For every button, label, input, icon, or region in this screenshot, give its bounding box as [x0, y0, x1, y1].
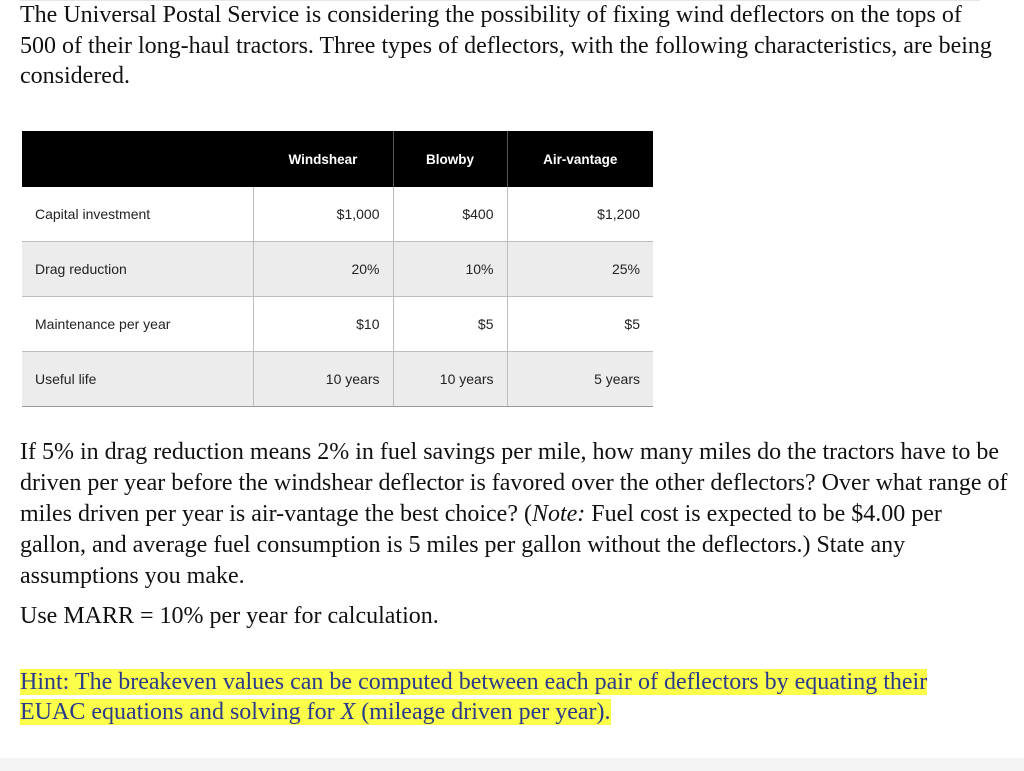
- table-cell: 10 years: [253, 352, 393, 407]
- intro-paragraph: The Universal Postal Service is considering the possibility of fixing wind deflectors on the tops of 500 of their long-haul tractors. Three types of deflectors, with the following characteristics, are being considered.: [20, 2, 992, 89]
- row-label: Maintenance per year: [22, 297, 253, 352]
- hint-highlight: [20, 669, 927, 725]
- row-label: Drag reduction: [22, 242, 253, 297]
- hint-text-part1: Hint: The breakeven values can be computed between each pair of deflectors by equating their EUAC equations and solving for: [20, 669, 928, 725]
- table-cell: $400: [393, 187, 507, 242]
- header-air-vantage: Air-vantage: [507, 131, 653, 187]
- question-paragraph: [20, 437, 1010, 592]
- hint-paragraph: [20, 667, 960, 727]
- table-row: [22, 352, 653, 407]
- table-cell: $1,000: [253, 187, 393, 242]
- table-cell: $5: [507, 297, 653, 352]
- marr-statement: Use MARR = 10% per year for calculation.: [20, 603, 439, 629]
- table-row: [22, 242, 653, 297]
- question-text-part2: Fuel cost is expected to be $4.00 per gallon, and average fuel consumption is 5 miles per gallon without the deflectors.) State any assumptions you make.: [20, 501, 942, 589]
- header-blank: [22, 131, 253, 187]
- row-label: Useful life: [22, 352, 253, 407]
- table-cell: 10 years: [393, 352, 507, 407]
- table-cell: 25%: [507, 242, 653, 297]
- table-cell: 5 years: [507, 352, 653, 407]
- note-label: Note:: [531, 501, 586, 527]
- row-label: Capital investment: [22, 187, 253, 242]
- table-row: [22, 297, 653, 352]
- table-header-row: [22, 131, 653, 187]
- table-cell: $1,200: [507, 187, 653, 242]
- deflector-spec-table: [22, 131, 653, 407]
- question-text-part1: If 5% in drag reduction means 2% in fuel savings per mile, how many miles do the tractors have to be driven per year before the windshear deflector is favored over the other deflectors? Over what range of miles driven per year is air-vantage the best choice? (: [20, 439, 1008, 527]
- table-cell: 20%: [253, 242, 393, 297]
- hint-text-part2: (mileage driven per year).: [355, 699, 611, 725]
- table-cell: 10%: [393, 242, 507, 297]
- hint-variable: X: [340, 699, 356, 725]
- table-row: [22, 187, 653, 242]
- table-cell: $10: [253, 297, 393, 352]
- bottom-bar: [0, 758, 1024, 771]
- table-cell: $5: [393, 297, 507, 352]
- header-blowby: Blowby: [393, 131, 507, 187]
- header-windshear: Windshear: [253, 131, 393, 187]
